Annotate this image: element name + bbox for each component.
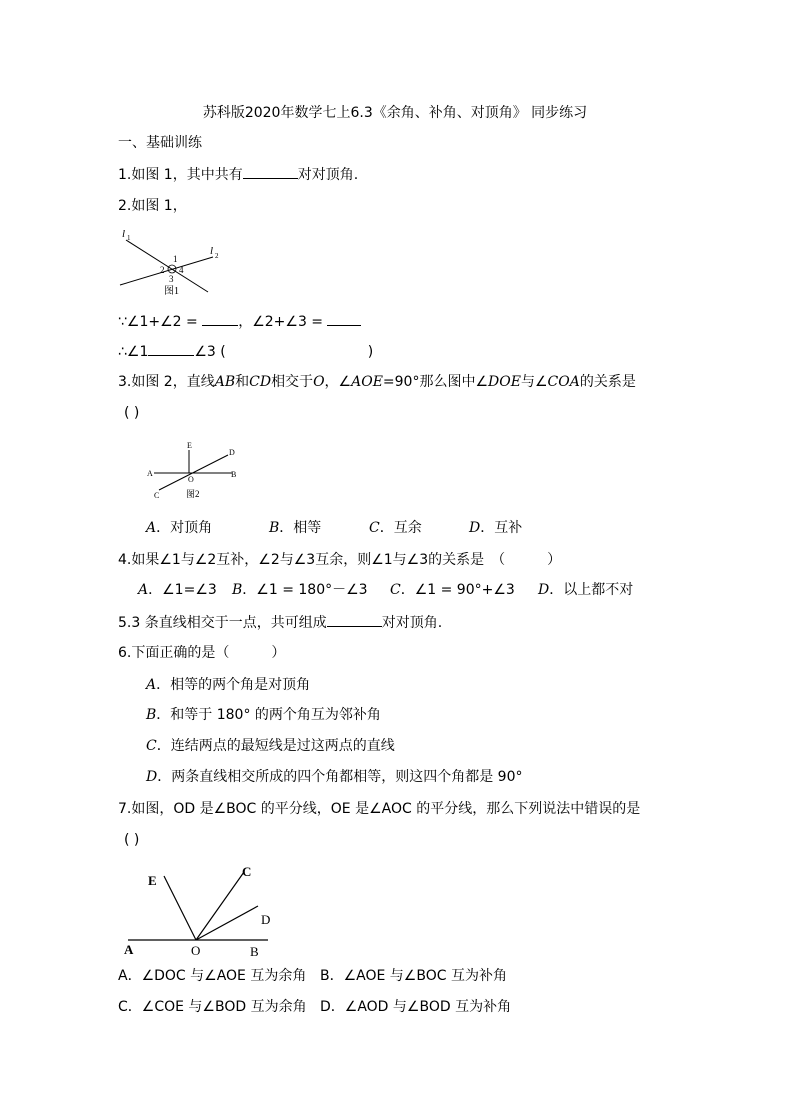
ray-oc [196,872,244,940]
expression: ∠1+∠2 = [126,314,198,330]
label-d: D [229,448,235,457]
label-l1: l [122,228,126,240]
figure-caption: 图2 [186,489,200,499]
ray-od [196,906,258,940]
option-d[interactable]: D．互补 [469,520,523,536]
question-text: 3 条直线相交于一点，共可组成 [131,615,327,631]
var-ab: AB [214,374,236,390]
option-b[interactable]: B．和等于 180° 的两个角互为邻补角 [146,707,381,723]
label-e: E [148,873,157,888]
question-7-options-row-1 [118,967,507,985]
figure-2 [144,438,244,500]
question-number: 1. [118,167,132,183]
question-2-line-1 [118,312,361,331]
option-a[interactable]: A．∠DOC 与∠AOE 互为余角 [118,968,307,984]
label-c: C [242,864,252,879]
question-number: 5. [118,615,132,631]
option-a[interactable]: A．相等的两个角是对顶角 [146,677,311,693]
question-text: 相交于 [271,374,314,390]
figure-1 [118,226,218,300]
label-angle-2: 2 [160,265,165,275]
var-o: O [313,374,325,390]
label-angle-4: 4 [179,265,184,275]
line-l1 [126,240,208,292]
question-7-options-row-2 [118,998,511,1016]
label-o: O [188,475,194,484]
label-angle-3: 3 [169,274,174,284]
option-b[interactable]: B．相等 [269,520,322,536]
question-number: 2. [118,198,132,214]
question-number: 4. [118,552,132,568]
question-text: 与∠ [520,374,548,390]
question-2-line-2 [118,342,373,361]
question-7 [118,800,640,818]
label-angle-1: 1 [173,254,178,264]
label-d: D [261,912,271,927]
var-cd: CD [249,374,272,390]
var-doe: DOE [488,374,521,390]
question-6 [118,644,285,662]
question-5 [118,613,442,632]
label-l2-sub: 2 [215,252,219,260]
label-o: O [191,943,201,958]
label-a: A [124,942,134,957]
question-number: 3. [118,374,132,390]
question-text: 如图 1， [131,198,187,214]
expression: ) [367,344,374,360]
question-4 [118,551,561,569]
answer-blank[interactable] [327,613,382,627]
question-text: 下面正确的是（ ） [131,645,286,661]
label-b: B [231,470,237,479]
option-d[interactable]: D．∠AOD 与∠BOD 互为补角 [320,999,512,1015]
question-3 [118,373,636,391]
ray-oe [164,876,196,940]
page-title: 苏科版2020年数学七上6.3《余角、补角、对顶角》 同步练习 [202,105,588,121]
question-text: ，∠ [324,374,352,390]
question-number: 6. [118,645,132,661]
because-symbol: ∵ [118,314,127,330]
question-text: 如图，OD 是∠BOC 的平分线，OE 是∠AOC 的平分线，那么下列说法中错误的是 [131,801,641,817]
label-l2: l [210,245,214,257]
question-number: 7. [118,801,132,817]
var-coa: COA [547,374,580,390]
expression: ∠3 ( [194,344,226,360]
option-c[interactable]: C．∠COE 与∠BOD 互为余角 [118,999,307,1015]
label-b: B [250,944,259,959]
option-d[interactable]: D．两条直线相交所成的四个角都相等，则这四个角都是 90° [146,769,523,785]
question-3-options [146,519,522,537]
option-c[interactable]: C．∠1 = 90°+∠3 [390,582,515,598]
question-text: 如图 2，直线 [131,374,215,390]
answer-blank[interactable] [202,312,238,326]
expression: ∴∠1 [118,344,149,360]
question-text: =90°那么图中∠ [382,374,489,390]
var-aoe: AOE [351,374,383,390]
line-l2 [120,257,213,285]
question-text: 的关系是 [579,374,636,390]
question-text: 对对顶角. [297,167,359,183]
question-1 [118,165,358,184]
answer-paren: ( ) [124,405,140,421]
label-a: A [147,469,153,478]
label-e: E [187,441,192,450]
question-text: 如图 1，其中共有 [131,167,243,183]
answer-blank[interactable] [148,342,194,356]
question-text: 对对顶角. [381,615,443,631]
answer-paren: ( ) [124,832,140,848]
figure-3 [118,858,278,958]
figure-caption: 图1 [164,286,179,297]
option-a[interactable]: A．对顶角 [146,520,213,536]
option-b[interactable]: B．∠AOE 与∠BOC 互为补角 [320,968,507,984]
label-c: C [154,491,160,500]
option-a[interactable]: A．∠1=∠3 [138,582,217,598]
question-text: 和 [235,374,250,390]
option-c[interactable]: C．互余 [369,520,422,536]
answer-blank[interactable] [243,165,298,179]
question-2 [118,197,187,215]
label-l1-sub: 1 [127,234,131,242]
section-heading-basic: 一、基础训练 [118,135,202,151]
question-text: 如果∠1与∠2互补，∠2与∠3互余，则∠1与∠3的关系是 （ ） [131,552,562,568]
option-b[interactable]: B．∠1 = 180°－∠3 [232,582,368,598]
option-d[interactable]: D．以上都不对 [538,582,634,598]
expression: ，∠2+∠3 = [238,314,324,330]
option-c[interactable]: C．连结两点的最短线是过这两点的直线 [146,738,395,754]
question-4-options [138,581,633,599]
answer-blank[interactable] [327,312,361,326]
